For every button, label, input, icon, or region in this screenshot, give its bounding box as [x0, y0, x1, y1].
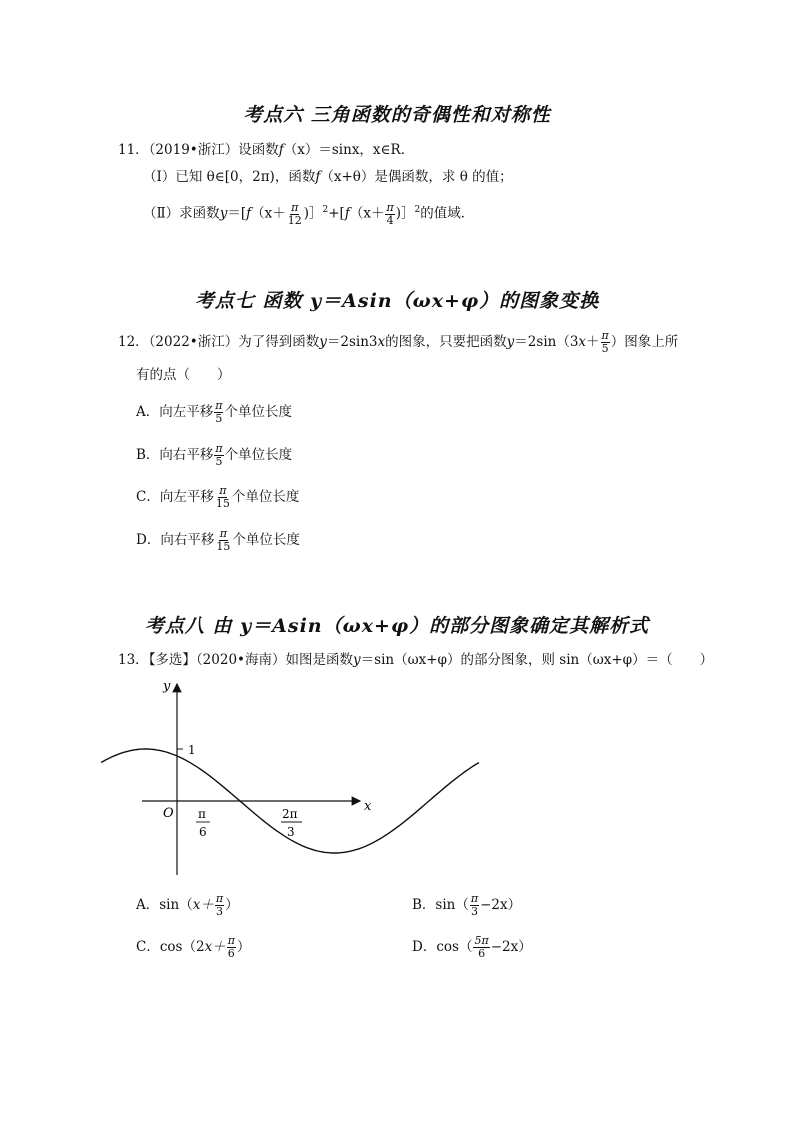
q12-text-e: ＋: [586, 334, 600, 350]
frac-den: 5: [601, 342, 609, 355]
q11-part2-g: )］: [395, 205, 415, 222]
q11-part1-f: f: [315, 169, 321, 185]
q13-source: （2020•海南）: [195, 652, 286, 668]
q11-square-1: 2: [322, 205, 329, 215]
q12-x2: x: [578, 334, 587, 350]
x-axis-label: x: [364, 799, 372, 814]
q12-stem-line2: 有的点（ ）: [136, 367, 231, 383]
option-label: C．: [136, 489, 160, 505]
y-axis-label: y: [163, 679, 171, 694]
frac-den: 15: [216, 540, 231, 553]
q11-part2-b: ＝[: [227, 205, 247, 222]
option-text-a: cos（: [436, 939, 473, 955]
q13-option-d[interactable]: [412, 935, 532, 960]
frac-num: π: [386, 200, 394, 214]
frac-num: π: [291, 200, 299, 214]
q11-part2-f2: f: [344, 205, 350, 222]
origin-label: O: [163, 806, 174, 821]
frac-den: 4: [386, 213, 394, 227]
option-fraction: [227, 935, 236, 960]
frac-num: π: [601, 329, 609, 342]
q12-x: x: [377, 334, 386, 350]
option-text-a: 向左平移: [159, 489, 214, 505]
q13-tag: 【多选】: [148, 652, 196, 668]
section-heading-6: 考点六 三角函数的奇偶性和对称性: [243, 104, 551, 126]
x-tick1-den: 6: [199, 825, 207, 839]
q11-part2-d: )］: [303, 205, 323, 222]
frac-num: π: [227, 934, 235, 947]
q11-part1-b: （x+θ）是偶函数，求 θ 的值；: [320, 169, 513, 185]
option-text-c: ）: [236, 939, 251, 955]
option-fraction: [473, 935, 489, 960]
option-label: A．: [136, 404, 160, 420]
option-text-a: sin（: [435, 897, 469, 913]
option-text-a: sin（: [159, 897, 193, 913]
option-text-b: 个单位长度: [224, 447, 293, 463]
q12-text-c: 的图象，只要把函数: [385, 334, 507, 350]
section-heading-7: 考点七 函数 y＝Asin（ωx+φ）的图象变换: [194, 290, 600, 312]
q12-y2: y: [506, 334, 515, 350]
option-text-a: 向左平移: [159, 404, 214, 420]
option-text-b: 个单位长度: [231, 489, 300, 505]
y-tick-label-1: 1: [188, 743, 196, 757]
q11-f: f: [278, 142, 284, 158]
option-text-b: x＋: [204, 939, 226, 955]
frac-den: 3: [215, 905, 223, 918]
option-text-a: 向右平移: [160, 532, 215, 548]
q12-text-a: 为了得到函数: [238, 334, 320, 350]
option-label: B．: [412, 897, 436, 913]
option-fraction: [470, 893, 479, 918]
q11-square-2: 2: [414, 205, 421, 215]
q11-part2-c: （x＋: [251, 205, 286, 222]
frac-den: 6: [227, 947, 235, 960]
frac-num: π: [215, 399, 223, 412]
q11-part2-e: +[: [328, 205, 345, 222]
option-label: D．: [412, 939, 437, 955]
q13-option-a[interactable]: [136, 893, 239, 918]
q12-text-b: ＝2sin3: [326, 334, 378, 350]
q13-text-a: 如图是函数: [285, 652, 354, 668]
frac-num: π: [219, 484, 227, 497]
q11-number: 11．: [118, 142, 149, 158]
option-label: D．: [136, 532, 161, 548]
frac-num: 5π: [474, 934, 489, 947]
q11-source: （2019•浙江）: [148, 142, 239, 158]
frac-den: 5: [215, 455, 223, 468]
option-text-b: 个单位长度: [232, 532, 300, 548]
option-text-b: 个单位长度: [224, 404, 292, 420]
option-text-c: ）: [225, 897, 239, 913]
q11-part2-a: （Ⅱ）求函数: [143, 205, 220, 222]
q12-y: y: [319, 334, 327, 350]
option-text-a: cos（2: [159, 939, 205, 955]
frac-den: 6: [478, 947, 486, 960]
option-text-c: −2x）: [490, 939, 532, 955]
q13-text-b: ＝sin（ωx+φ）的部分图象，则 sin（ωx+φ）＝（ ）: [360, 652, 714, 668]
option-text-b: x＋: [192, 897, 214, 913]
q13-option-b[interactable]: [412, 893, 521, 918]
q13-option-c[interactable]: [136, 935, 250, 960]
x-tick2-num: 2π: [282, 807, 298, 821]
option-label: C．: [136, 939, 160, 955]
q11-part2-h: 的值域．: [420, 205, 475, 222]
q11-part2-y: y: [219, 205, 228, 222]
frac-num: π: [470, 892, 479, 905]
frac-den: 15: [215, 497, 230, 510]
q12-number: 12．: [118, 334, 149, 350]
option-text-a: 向右平移: [159, 447, 214, 463]
frac-den: 5: [215, 412, 223, 425]
q12-text-f: ）图象上所: [610, 334, 679, 350]
frac-den: 3: [470, 905, 478, 918]
option-fraction: [215, 893, 224, 918]
option-label: B．: [136, 447, 160, 463]
frac-num: π: [215, 442, 223, 455]
section-heading-8: 考点八 由 y＝Asin（ωx+φ）的部分图象确定其解析式: [144, 615, 650, 637]
x-tick1-num: π: [198, 807, 206, 821]
frac-den: 12: [287, 213, 302, 227]
q13-y: y: [353, 652, 361, 668]
q11-part2-f1: f: [246, 205, 252, 222]
q12-source: （2022•浙江）: [148, 334, 239, 350]
q11-part1-a: （Ⅰ）已知 θ∈[0，2π)，函数: [143, 169, 316, 185]
q11-text: 设函数: [238, 142, 279, 158]
q11-part2-f: （x＋: [349, 205, 385, 222]
option-text-c: −2x）: [480, 897, 522, 913]
option-label: A．: [136, 897, 160, 913]
frac-num: π: [215, 892, 224, 905]
x-tick2-den: 3: [287, 825, 295, 839]
q12-text-d: ＝2sin（3: [514, 334, 579, 350]
q13-number: 13．: [118, 652, 149, 668]
q11-text-b: （x）＝sinx，x∈R．: [283, 142, 415, 158]
frac-num: π: [219, 527, 227, 540]
